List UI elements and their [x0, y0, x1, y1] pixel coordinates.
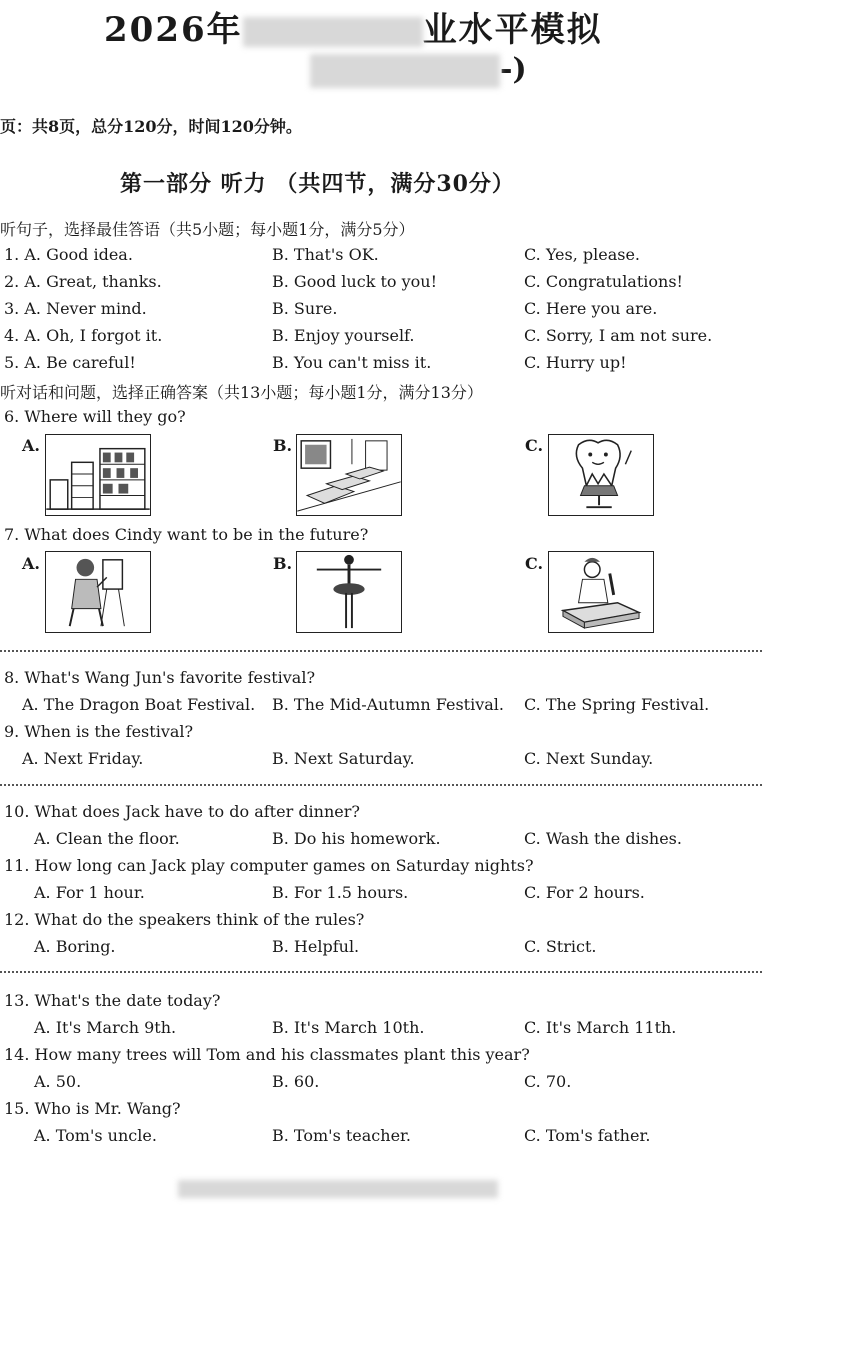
scientist-microscope-icon: [548, 551, 654, 633]
q1-option-a: 1. A. Good idea.: [4, 245, 133, 264]
q9-option-b: B. Next Saturday.: [272, 749, 415, 768]
q5-option-a: 5. A. Be careful!: [4, 353, 136, 372]
q11-option-b: B. For 1.5 hours.: [272, 883, 409, 902]
q13-option-b: B. It's March 10th.: [272, 1018, 425, 1037]
q2-option-c: C. Congratulations!: [524, 272, 683, 291]
q9-text: 9. When is the festival?: [4, 722, 194, 741]
q12-option-c: C. Strict.: [524, 937, 597, 956]
title-suffix: 业水平模拟: [422, 10, 603, 50]
q11-text: 11. How long can Jack play computer games on Saturday nights?: [4, 856, 534, 875]
q10-option-a: A. Clean the floor.: [34, 829, 180, 848]
q8-option-a: A. The Dragon Boat Festival.: [22, 695, 256, 714]
q10-option-c: C. Wash the dishes.: [524, 829, 682, 848]
q9-option-a: A. Next Friday.: [22, 749, 144, 768]
section2-header: 听对话和问题，选择正确答案（共13小题；每小题1分，满分13分）: [0, 383, 483, 402]
exam-title: [104, 2, 603, 51]
q13-option-a: A. It's March 9th.: [34, 1018, 177, 1037]
q14-option-b: B. 60.: [272, 1072, 320, 1091]
q3-option-b: B. Sure.: [272, 299, 338, 318]
q14-text: 14. How many trees will Tom and his classmates plant this year?: [4, 1045, 530, 1064]
painter-icon: [45, 551, 151, 633]
q4-option-b: B. Enjoy yourself.: [272, 326, 415, 345]
q2-option-b: B. Good luck to you!: [272, 272, 438, 291]
q10-option-b: B. Do his homework.: [272, 829, 441, 848]
exam-subtitle: [310, 52, 527, 88]
q11-option-a: A. For 1 hour.: [34, 883, 145, 902]
q7-label-a: A.: [22, 554, 40, 573]
q1-option-b: B. That's OK.: [272, 245, 379, 264]
q3-option-c: C. Here you are.: [524, 299, 658, 318]
q6-text: 6. Where will they go?: [4, 407, 186, 426]
title-year: 2026年: [104, 10, 243, 50]
q15-text: 15. Who is Mr. Wang?: [4, 1099, 181, 1118]
q2-option-a: 2. A. Great, thanks.: [4, 272, 162, 291]
q6-label-a: A.: [22, 436, 40, 455]
q6-label-c: C.: [525, 436, 544, 455]
q15-option-c: C. Tom's father.: [524, 1126, 651, 1145]
q9-option-c: C. Next Sunday.: [524, 749, 654, 768]
title-redaction: [243, 17, 423, 47]
subtitle-suffix: -): [500, 52, 527, 87]
q4-option-a: 4. A. Oh, I forgot it.: [4, 326, 163, 345]
q4-option-c: C. Sorry, I am not sure.: [524, 326, 713, 345]
footer-redaction: [178, 1180, 498, 1202]
q6-label-b: B.: [273, 436, 293, 455]
dentist-tooth-icon: [548, 434, 654, 516]
exam-note: 页：共8页，总分120分，时间120分钟。: [0, 117, 302, 136]
q5-option-b: B. You can't miss it.: [272, 353, 432, 372]
divider-3: [0, 971, 762, 973]
q14-option-a: A. 50.: [34, 1072, 82, 1091]
q12-text: 12. What do the speakers think of the rules?: [4, 910, 365, 929]
classroom-icon: [296, 434, 402, 516]
q15-option-b: B. Tom's teacher.: [272, 1126, 412, 1145]
q13-text: 13. What's the date today?: [4, 991, 221, 1010]
q3-option-a: 3. A. Never mind.: [4, 299, 147, 318]
q15-option-a: A. Tom's uncle.: [34, 1126, 157, 1145]
q8-option-b: B. The Mid-Autumn Festival.: [272, 695, 504, 714]
store-shelves-icon: [45, 434, 151, 516]
q5-option-c: C. Hurry up!: [524, 353, 627, 372]
subtitle-redaction: [310, 54, 500, 88]
divider-2: [0, 784, 762, 786]
section1-header: 听句子，选择最佳答语（共5小题；每小题1分，满分5分）: [0, 220, 415, 239]
ballet-dancer-icon: [296, 551, 402, 633]
q7-label-c: C.: [525, 554, 544, 573]
q8-option-c: C. The Spring Festival.: [524, 695, 710, 714]
q14-option-c: C. 70.: [524, 1072, 572, 1091]
q1-option-c: C. Yes, please.: [524, 245, 640, 264]
q11-option-c: C. For 2 hours.: [524, 883, 645, 902]
q7-label-b: B.: [273, 554, 293, 573]
divider-1: [0, 650, 762, 652]
q13-option-c: C. It's March 11th.: [524, 1018, 677, 1037]
q8-text: 8. What's Wang Jun's favorite festival?: [4, 668, 316, 687]
q12-option-b: B. Helpful.: [272, 937, 360, 956]
q10-text: 10. What does Jack have to do after dinner?: [4, 802, 360, 821]
q7-text: 7. What does Cindy want to be in the future?: [4, 525, 369, 544]
part-title: 第一部分 听力 （共四节，满分30分）: [120, 171, 515, 197]
q12-option-a: A. Boring.: [34, 937, 116, 956]
